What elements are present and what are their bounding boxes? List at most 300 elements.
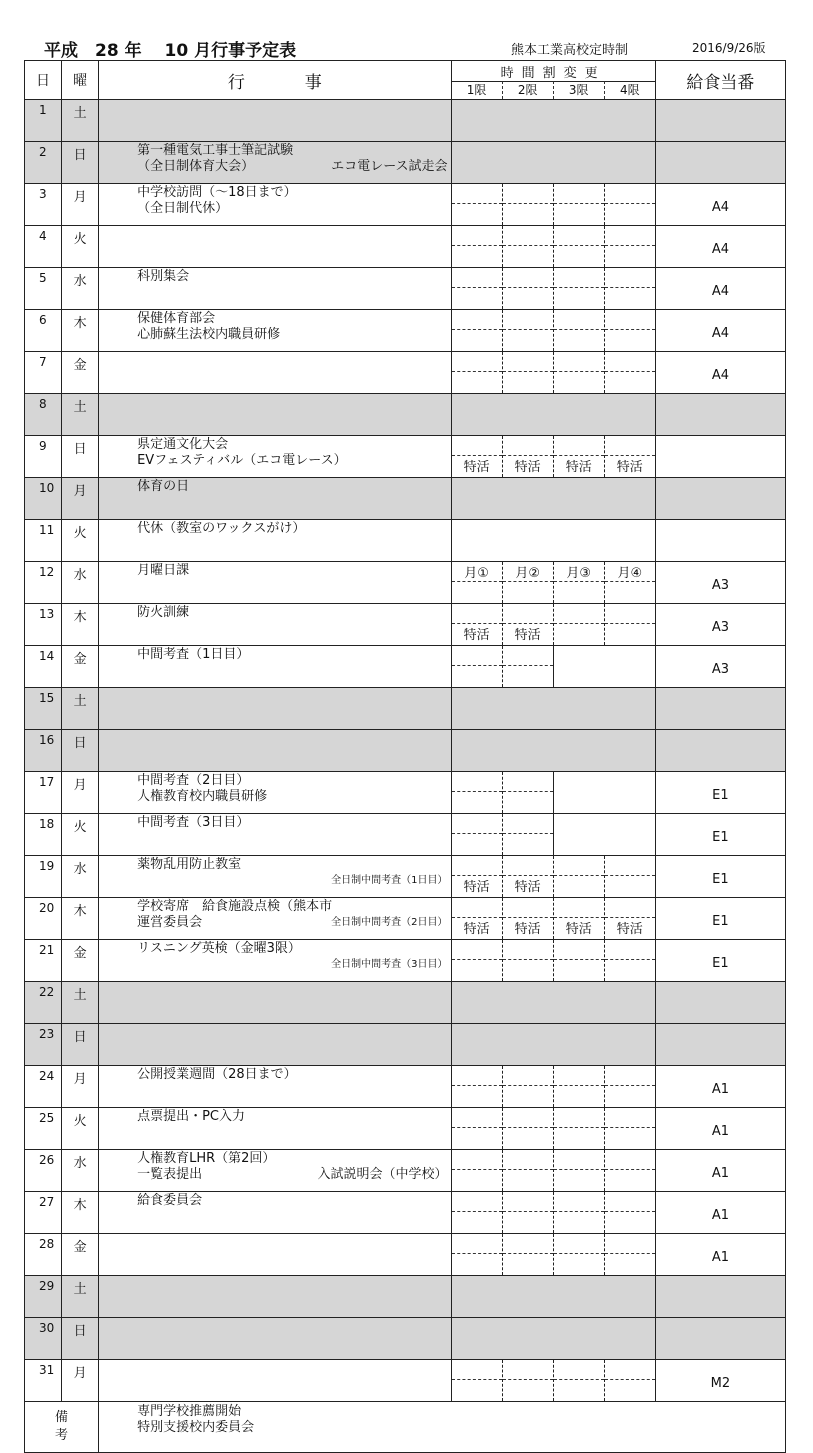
timetable-divider xyxy=(554,959,604,960)
timetable-divider xyxy=(605,1211,655,1212)
day-of-week: 水 xyxy=(62,856,99,898)
timetable-divider xyxy=(605,245,655,246)
day-of-week: 日 xyxy=(62,1024,99,1066)
day-number: 15 xyxy=(25,688,62,730)
lunch-duty xyxy=(655,436,785,478)
timetable-slot xyxy=(604,352,655,394)
day-of-week: 日 xyxy=(62,142,99,184)
header-timetable xyxy=(451,61,655,100)
timetable-slot xyxy=(604,310,655,352)
timetable-value: 特活 xyxy=(616,460,643,475)
day-of-week: 水 xyxy=(62,268,99,310)
event-line: 中間考査（1日目） xyxy=(137,647,250,662)
day-number: 1 xyxy=(25,100,62,142)
day-of-week: 月 xyxy=(62,772,99,814)
timetable-divider xyxy=(503,287,553,288)
day-of-week: 日 xyxy=(62,730,99,772)
timetable-slot xyxy=(502,436,553,478)
timetable-slot xyxy=(502,310,553,352)
event-cell xyxy=(99,226,451,268)
timetable-value: 特活 xyxy=(514,460,541,475)
remarks-label-char: 考 xyxy=(55,1428,69,1443)
schedule-table xyxy=(24,60,786,1453)
timetable-slot xyxy=(553,562,604,604)
event-line: 月曜日課 xyxy=(137,563,190,578)
timetable-divider xyxy=(605,371,655,372)
lunch-duty: A1 xyxy=(655,1234,785,1276)
timetable-value: 月① xyxy=(464,566,489,581)
timetable-slot xyxy=(502,352,553,394)
timetable-slot xyxy=(553,604,604,646)
timetable-slot xyxy=(604,268,655,310)
lunch-duty: E1 xyxy=(655,814,785,856)
timetable-divider xyxy=(452,1211,502,1212)
timetable-slot xyxy=(451,1108,502,1150)
timetable-empty xyxy=(553,646,655,688)
timetable-slot xyxy=(451,898,502,940)
timetable-divider xyxy=(554,623,604,624)
timetable-slot xyxy=(502,1150,553,1192)
timetable-divider xyxy=(452,203,502,204)
lunch-duty: E1 xyxy=(655,898,785,940)
day-of-week: 土 xyxy=(62,688,99,730)
event-line xyxy=(137,915,450,931)
lunch-duty: A4 xyxy=(655,226,785,268)
timetable-divider xyxy=(503,245,553,246)
day-number: 21 xyxy=(25,940,62,982)
event-cell xyxy=(99,1192,451,1234)
timetable-value: 特活 xyxy=(463,628,490,643)
lunch-duty xyxy=(655,100,785,142)
timetable-slot xyxy=(451,352,502,394)
timetable-divider xyxy=(554,1127,604,1128)
event-cell xyxy=(99,814,451,856)
timetable-value: 特活 xyxy=(565,922,592,937)
day-of-week: 水 xyxy=(62,562,99,604)
event-line: （全日制代休） xyxy=(137,201,229,216)
day-number: 31 xyxy=(25,1360,62,1402)
day-number: 22 xyxy=(25,982,62,1024)
timetable-value: 特活 xyxy=(514,922,541,937)
header-date: 日 xyxy=(25,61,62,100)
event-line: 心肺蘇生法校内職員研修 xyxy=(137,327,281,342)
version-date: 2016/9/26版 xyxy=(692,41,766,55)
timetable-slot xyxy=(553,1108,604,1150)
lunch-duty: A4 xyxy=(655,310,785,352)
remarks-line: 特別支援校内委員会 xyxy=(137,1420,255,1435)
timetable-value: 特活 xyxy=(565,460,592,475)
day-row xyxy=(25,940,786,982)
timetable-slot xyxy=(553,1192,604,1234)
timetable-slot xyxy=(604,856,655,898)
remarks-content xyxy=(99,1402,786,1453)
timetable-slot xyxy=(451,646,502,688)
event-text: 全日制中間考査（2日目） xyxy=(331,917,448,928)
timetable-slot xyxy=(553,226,604,268)
lunch-duty: E1 xyxy=(655,772,785,814)
lunch-duty: A4 xyxy=(655,184,785,226)
timetable-value: 特活 xyxy=(463,460,490,475)
timetable-divider xyxy=(452,791,502,792)
header-periods xyxy=(452,81,655,99)
day-number: 17 xyxy=(25,772,62,814)
timetable-divider xyxy=(554,329,604,330)
day-row xyxy=(25,1318,786,1360)
timetable-slot xyxy=(604,1192,655,1234)
event-line: 中間考査（2日目） xyxy=(137,773,250,788)
timetable-slot xyxy=(451,1192,502,1234)
timetable-divider xyxy=(452,665,502,666)
header-timetable-title: 時間割変更 xyxy=(500,66,606,81)
lunch-duty: M2 xyxy=(655,1360,785,1402)
day-row xyxy=(25,352,786,394)
timetable-value: 特活 xyxy=(514,880,541,895)
timetable-slot xyxy=(553,1150,604,1192)
timetable-slot xyxy=(451,1066,502,1108)
timetable-divider xyxy=(605,329,655,330)
day-row xyxy=(25,268,786,310)
day-number: 30 xyxy=(25,1318,62,1360)
day-row xyxy=(25,772,786,814)
header-dow: 曜 xyxy=(62,61,99,100)
event-line: 中間考査（3日目） xyxy=(137,815,250,830)
timetable-slot xyxy=(451,562,502,604)
event-line: 代休（教室のワックスがけ） xyxy=(137,521,306,536)
event-line xyxy=(137,159,450,175)
day-row xyxy=(25,436,786,478)
event-line: 県定通文化大会 xyxy=(137,437,229,452)
timetable-value: 特活 xyxy=(616,922,643,937)
timetable-divider xyxy=(503,1253,553,1254)
day-of-week: 木 xyxy=(62,604,99,646)
event-line: 人権教育LHR（第2回） xyxy=(137,1151,276,1166)
timetable-value: 月④ xyxy=(617,566,643,581)
day-number: 2 xyxy=(25,142,62,184)
event-line: 防火訓練 xyxy=(137,605,190,620)
lunch-duty xyxy=(655,688,785,730)
remarks-row xyxy=(25,1402,786,1453)
lunch-duty xyxy=(655,142,785,184)
day-number: 26 xyxy=(25,1150,62,1192)
day-of-week: 日 xyxy=(62,436,99,478)
lunch-duty: E1 xyxy=(655,856,785,898)
event-cell xyxy=(99,184,451,226)
timetable-divider xyxy=(554,371,604,372)
timetable-slot xyxy=(604,436,655,478)
day-of-week: 日 xyxy=(62,1318,99,1360)
timetable-divider xyxy=(554,1253,604,1254)
timetable-empty xyxy=(451,394,655,436)
timetable-slot xyxy=(451,436,502,478)
timetable-slot xyxy=(451,226,502,268)
day-number: 25 xyxy=(25,1108,62,1150)
header-lunch: 給食当番 xyxy=(655,61,785,100)
event-cell xyxy=(99,1066,451,1108)
day-number: 16 xyxy=(25,730,62,772)
day-number: 18 xyxy=(25,814,62,856)
lunch-duty xyxy=(655,1318,785,1360)
timetable-empty xyxy=(451,520,655,562)
timetable-slot xyxy=(604,898,655,940)
event-line: 点票提出・PC入力 xyxy=(137,1109,246,1124)
day-row xyxy=(25,1360,786,1402)
day-row xyxy=(25,184,786,226)
timetable-divider xyxy=(554,1085,604,1086)
lunch-duty xyxy=(655,1024,785,1066)
timetable-slot xyxy=(451,940,502,982)
timetable-divider xyxy=(452,329,502,330)
day-row xyxy=(25,226,786,268)
page-title: 平成 28 年 10 月行事予定表 xyxy=(44,41,297,61)
timetable-divider xyxy=(605,1127,655,1128)
day-of-week: 土 xyxy=(62,982,99,1024)
timetable-divider xyxy=(452,287,502,288)
timetable-slot xyxy=(451,1234,502,1276)
timetable-slot xyxy=(502,772,553,814)
event-line: 薬物乱用防止教室 xyxy=(137,857,242,872)
timetable-divider xyxy=(554,287,604,288)
event-text: エコ電レース試走会 xyxy=(331,159,448,174)
timetable-slot xyxy=(553,1066,604,1108)
day-row xyxy=(25,646,786,688)
day-of-week: 木 xyxy=(62,310,99,352)
timetable-slot xyxy=(502,1108,553,1150)
event-cell xyxy=(99,1108,451,1150)
timetable-slot xyxy=(451,604,502,646)
event-cell xyxy=(99,982,451,1024)
day-of-week: 月 xyxy=(62,1360,99,1402)
timetable-divider xyxy=(605,1085,655,1086)
event-line: リスニング英検（金曜3限） xyxy=(137,941,301,956)
event-cell xyxy=(99,268,451,310)
event-line xyxy=(137,1167,450,1183)
timetable-divider xyxy=(503,959,553,960)
day-of-week: 火 xyxy=(62,1108,99,1150)
lunch-duty xyxy=(655,520,785,562)
day-number: 6 xyxy=(25,310,62,352)
timetable-divider xyxy=(554,581,604,582)
timetable-divider xyxy=(554,245,604,246)
timetable-slot xyxy=(553,940,604,982)
lunch-duty: A1 xyxy=(655,1108,785,1150)
day-of-week: 金 xyxy=(62,352,99,394)
day-of-week: 土 xyxy=(62,394,99,436)
timetable-slot xyxy=(604,1360,655,1402)
timetable-slot xyxy=(502,1066,553,1108)
timetable-slot xyxy=(502,1192,553,1234)
event-cell xyxy=(99,1276,451,1318)
timetable-divider xyxy=(554,1169,604,1170)
timetable-slot xyxy=(604,940,655,982)
timetable-slot xyxy=(553,184,604,226)
event-line: 科別集会 xyxy=(137,269,190,284)
day-number: 9 xyxy=(25,436,62,478)
timetable-slot xyxy=(604,604,655,646)
timetable-divider xyxy=(554,1379,604,1380)
day-row xyxy=(25,1192,786,1234)
event-cell xyxy=(99,1318,451,1360)
timetable-empty xyxy=(553,814,655,856)
day-row xyxy=(25,1024,786,1066)
timetable-empty xyxy=(451,688,655,730)
header-event: 行事 xyxy=(99,61,451,100)
timetable-empty xyxy=(451,100,655,142)
day-of-week: 月 xyxy=(62,184,99,226)
day-number: 28 xyxy=(25,1234,62,1276)
lunch-duty xyxy=(655,478,785,520)
day-row xyxy=(25,1066,786,1108)
timetable-divider xyxy=(503,581,553,582)
lunch-duty: A1 xyxy=(655,1192,785,1234)
timetable-slot xyxy=(553,1360,604,1402)
timetable-divider xyxy=(503,203,553,204)
day-row xyxy=(25,478,786,520)
day-of-week: 火 xyxy=(62,520,99,562)
timetable-slot xyxy=(502,1234,553,1276)
event-note: 全日制中間考査（3日目） xyxy=(331,959,448,970)
timetable-divider xyxy=(605,1169,655,1170)
day-of-week: 木 xyxy=(62,898,99,940)
day-row xyxy=(25,814,786,856)
timetable-divider xyxy=(605,623,655,624)
timetable-slot xyxy=(604,1150,655,1192)
timetable-divider xyxy=(605,875,655,876)
day-number: 5 xyxy=(25,268,62,310)
day-number: 12 xyxy=(25,562,62,604)
lunch-duty: A3 xyxy=(655,604,785,646)
timetable-divider xyxy=(554,203,604,204)
timetable-slot xyxy=(451,310,502,352)
timetable-slot xyxy=(502,1360,553,1402)
timetable-value: 特活 xyxy=(514,628,541,643)
day-row xyxy=(25,310,786,352)
timetable-slot xyxy=(553,898,604,940)
timetable-divider xyxy=(503,329,553,330)
event-line: 公開授業週間（28日まで） xyxy=(137,1067,297,1082)
timetable-divider xyxy=(605,581,655,582)
timetable-empty xyxy=(451,982,655,1024)
event-cell xyxy=(99,856,451,898)
timetable-divider xyxy=(452,1169,502,1170)
lunch-duty xyxy=(655,982,785,1024)
timetable-empty xyxy=(451,1276,655,1318)
day-row xyxy=(25,604,786,646)
timetable-slot xyxy=(604,184,655,226)
remarks-line: 専門学校推薦開始 xyxy=(137,1404,242,1419)
timetable-divider xyxy=(452,959,502,960)
timetable-value: 特活 xyxy=(463,880,490,895)
timetable-empty xyxy=(451,1024,655,1066)
day-row xyxy=(25,1276,786,1318)
timetable-slot xyxy=(604,1066,655,1108)
event-cell xyxy=(99,688,451,730)
event-cell xyxy=(99,562,451,604)
timetable-slot xyxy=(553,310,604,352)
event-line: 中学校訪問（～18日まで） xyxy=(137,185,297,200)
header-period-1: 1限 xyxy=(452,81,502,99)
lunch-duty: A3 xyxy=(655,562,785,604)
event-cell xyxy=(99,1234,451,1276)
event-line: EVフェスティバル（エコ電レース） xyxy=(137,453,347,468)
day-of-week: 土 xyxy=(62,1276,99,1318)
event-cell xyxy=(99,1360,451,1402)
timetable-value: 月② xyxy=(515,566,540,581)
timetable-empty xyxy=(451,142,655,184)
event-text: 運営委員会 xyxy=(137,915,203,930)
lunch-duty: A1 xyxy=(655,1150,785,1192)
header-row xyxy=(25,61,786,100)
timetable-slot xyxy=(553,856,604,898)
timetable-divider xyxy=(503,1085,553,1086)
day-of-week: 土 xyxy=(62,100,99,142)
day-number: 19 xyxy=(25,856,62,898)
timetable-slot xyxy=(451,268,502,310)
timetable-divider xyxy=(503,791,553,792)
timetable-slot xyxy=(553,436,604,478)
day-row xyxy=(25,142,786,184)
timetable-slot xyxy=(451,184,502,226)
timetable-divider xyxy=(503,1169,553,1170)
lunch-duty: A3 xyxy=(655,646,785,688)
timetable-divider xyxy=(503,1127,553,1128)
day-number: 14 xyxy=(25,646,62,688)
timetable-slot xyxy=(502,184,553,226)
day-number: 3 xyxy=(25,184,62,226)
day-of-week: 火 xyxy=(62,814,99,856)
timetable-divider xyxy=(554,875,604,876)
lunch-duty: A1 xyxy=(655,1066,785,1108)
day-number: 20 xyxy=(25,898,62,940)
day-number: 7 xyxy=(25,352,62,394)
day-number: 23 xyxy=(25,1024,62,1066)
timetable-slot xyxy=(502,268,553,310)
timetable-slot xyxy=(604,562,655,604)
timetable-slot xyxy=(502,814,553,856)
event-cell xyxy=(99,436,451,478)
timetable-divider xyxy=(452,245,502,246)
event-line: 第一種電気工事士筆記試験 xyxy=(137,143,294,158)
lunch-duty xyxy=(655,394,785,436)
timetable-divider xyxy=(503,833,553,834)
event-cell xyxy=(99,1024,451,1066)
day-of-week: 金 xyxy=(62,940,99,982)
event-cell xyxy=(99,142,451,184)
event-note: 全日制中間考査（1日目） xyxy=(331,875,448,886)
header-period-2: 2限 xyxy=(502,81,553,99)
timetable-slot xyxy=(553,268,604,310)
timetable-slot xyxy=(553,1234,604,1276)
lunch-duty: A4 xyxy=(655,268,785,310)
timetable-empty xyxy=(451,730,655,772)
day-number: 13 xyxy=(25,604,62,646)
event-cell xyxy=(99,940,451,982)
timetable-slot xyxy=(502,226,553,268)
timetable-divider xyxy=(452,371,502,372)
day-of-week: 金 xyxy=(62,1234,99,1276)
event-text: 一覧表提出 xyxy=(137,1167,203,1182)
event-line: 人権教育校内職員研修 xyxy=(137,789,268,804)
day-row xyxy=(25,394,786,436)
day-row xyxy=(25,856,786,898)
timetable-slot xyxy=(502,940,553,982)
day-of-week: 金 xyxy=(62,646,99,688)
timetable-divider xyxy=(452,1127,502,1128)
day-number: 29 xyxy=(25,1276,62,1318)
timetable-divider xyxy=(605,1253,655,1254)
lunch-duty: A4 xyxy=(655,352,785,394)
event-cell xyxy=(99,730,451,772)
timetable-empty xyxy=(451,1318,655,1360)
